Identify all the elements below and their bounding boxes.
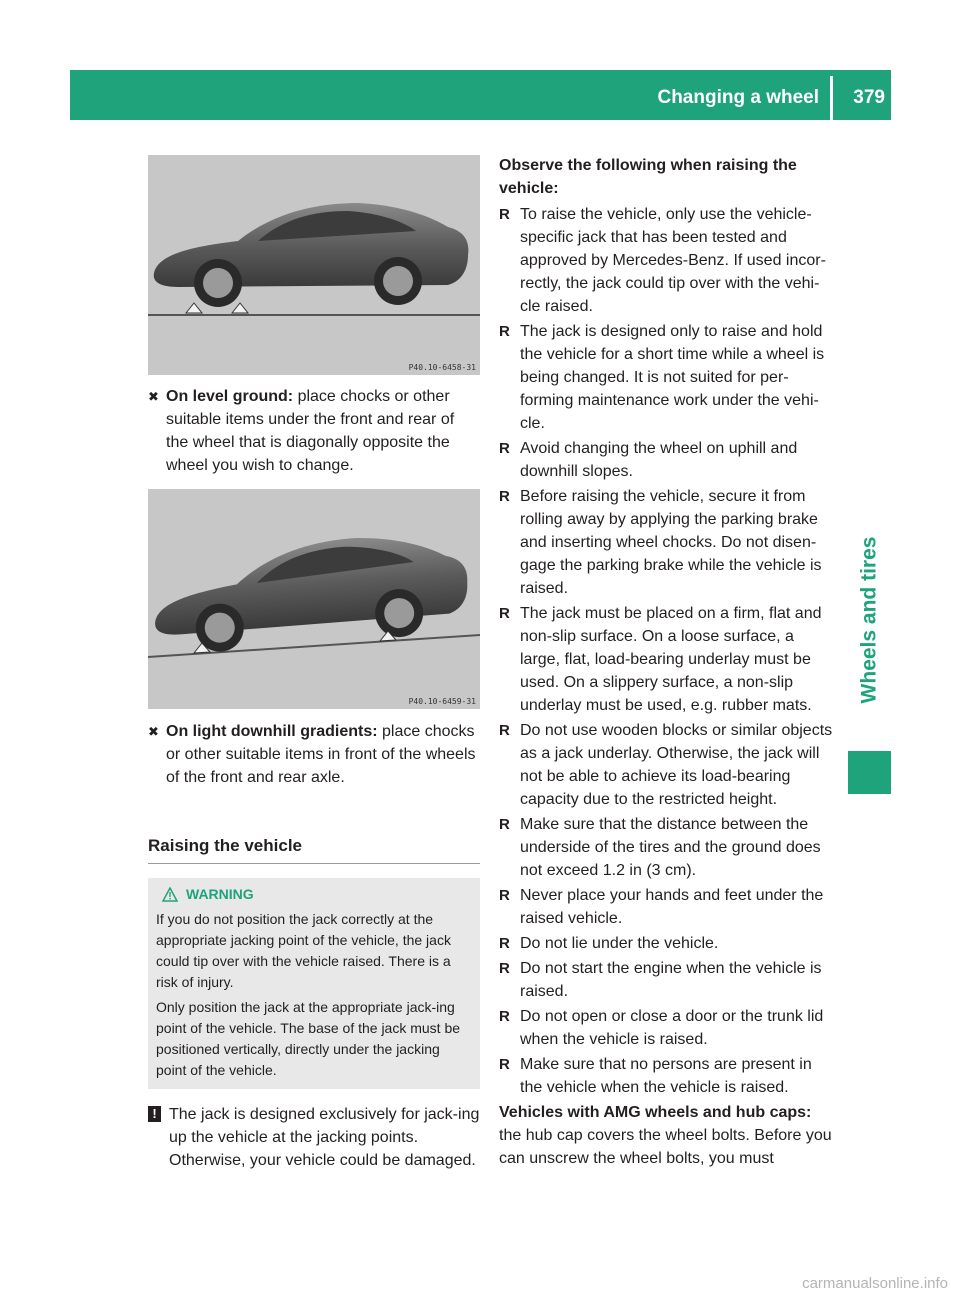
side-tab-label: Wheels and tires xyxy=(857,536,881,704)
amg-paragraph xyxy=(499,1101,835,1170)
list-item xyxy=(499,1005,835,1051)
list-item-text: Make sure that the distance between the underside of the tires and the ground does not exceed 1.2 in (3 cm). xyxy=(520,816,821,879)
note-block xyxy=(148,1103,480,1172)
list-item-text: Make sure that no persons are present in the vehicle when the vehicle is raised. xyxy=(520,1056,812,1096)
header-divider xyxy=(830,76,833,120)
list-item-text: Do not open or close a door or the trunk lid when the vehicle is raised. xyxy=(520,1008,824,1048)
step-text: place chocks or other suitable items under the front and rear of the wheel that is diagonally opposite the wheel you wish to change. xyxy=(166,388,455,474)
list-item xyxy=(499,203,835,318)
bullet-icon: R xyxy=(499,722,510,739)
bullet-icon: R xyxy=(499,323,510,340)
warning-text: If you do not position the jack correctly at the appropriate jacking point of the vehicle, the jack could tip over with the vehicle raised. There is a risk of injury. xyxy=(156,911,451,990)
step-label: On light downhill gradients: xyxy=(166,723,378,740)
list-item-text: Never place your hands and feet under the raised vehicle. xyxy=(520,887,824,927)
bullet-icon: R xyxy=(499,1056,510,1073)
left-column-bottom xyxy=(148,720,480,1172)
bullet-icon: R xyxy=(499,605,510,622)
bullet-icon: R xyxy=(499,206,510,223)
car-downhill-illustration xyxy=(148,489,480,709)
list-item-text: Do not start the engine when the vehicle is raised. xyxy=(520,960,822,1000)
list-item xyxy=(499,485,835,600)
bullet-icon: R xyxy=(499,935,510,952)
figure-code: P40.10-6458-31 xyxy=(408,363,476,372)
step-arrow-icon: ✖ xyxy=(148,389,159,404)
step-arrow-icon: ✖ xyxy=(148,724,159,739)
bullet-icon: R xyxy=(499,887,510,904)
chapter-title: Changing a wheel xyxy=(657,87,819,108)
intro-heading: Observe the following when raising the vehicle: xyxy=(499,157,797,197)
warning-text: Only position the jack at the appropriate jack-ing point of the vehicle. The base of the jack must be positioned vertically, directly under the jacking point of the vehicle. xyxy=(156,999,461,1078)
page-number: 379 xyxy=(853,87,885,108)
bullet-icon: R xyxy=(499,960,510,977)
instruction-step xyxy=(148,720,480,789)
warning-header xyxy=(156,884,472,905)
amg-text: the hub cap covers the wheel bolts. Before you can unscrew the wheel bolts, you must xyxy=(499,1127,832,1167)
instruction-step xyxy=(148,385,480,477)
left-column-top xyxy=(148,385,480,477)
list-item xyxy=(499,932,835,955)
list-item-text: The jack must be placed on a firm, flat and non-slip surface. On a loose surface, a large, flat, load-bearing underlay must be used. On a slippery surface, a non-slip underlay must be used, e.g. rubber mats. xyxy=(520,605,822,714)
list-item xyxy=(499,1053,835,1099)
watermark: carmanualsonline.info xyxy=(802,1275,948,1292)
list-item-text: To raise the vehicle, only use the vehicle-specific jack that has been tested and approved by Mercedes-Benz. If used incor-rectly, the jack could tip over with the vehi-cle raised. xyxy=(520,206,826,315)
car-level-illustration xyxy=(148,155,480,375)
bullet-icon: R xyxy=(499,488,510,505)
figure-downhill xyxy=(148,489,480,709)
bullet-icon: R xyxy=(499,1008,510,1025)
figure-level-ground xyxy=(148,155,480,375)
note-text: The jack is designed exclusively for jack-ing up the vehicle at the jacking points. Otherwise, your vehicle could be damaged. xyxy=(169,1106,480,1169)
warning-triangle-icon xyxy=(162,887,178,902)
precaution-list xyxy=(499,203,835,1099)
step-text: place chocks or other suitable items in front of the wheels of the front and rear axle. xyxy=(166,723,476,786)
list-item-text: Before raising the vehicle, secure it from rolling away by applying the parking brake and inserting wheel chocks. Do not disen-gage the parking brake while the vehicle is raised. xyxy=(520,488,822,597)
list-item xyxy=(499,957,835,1003)
list-item xyxy=(499,813,835,882)
list-item xyxy=(499,719,835,811)
list-item-text: Do not lie under the vehicle. xyxy=(520,935,719,952)
bullet-icon: R xyxy=(499,816,510,833)
page-header xyxy=(70,70,891,120)
exclamation-icon: ! xyxy=(148,1106,161,1122)
right-column xyxy=(499,154,835,1170)
list-item xyxy=(499,320,835,435)
bullet-icon: R xyxy=(499,440,510,457)
section-heading: Raising the vehicle xyxy=(148,834,480,864)
list-item-text: Do not use wooden blocks or similar objects as a jack underlay. Otherwise, the jack will not be able to achieve its load-bearing capacity due to the restricted height. xyxy=(520,722,833,808)
step-label: On level ground: xyxy=(166,388,294,405)
list-item xyxy=(499,884,835,930)
list-item-text: The jack is designed only to raise and hold the vehicle for a short time while a wheel is being changed. It is not suited for per-forming maintenance work under the vehi-cle. xyxy=(520,323,825,432)
list-item xyxy=(499,602,835,717)
list-item xyxy=(499,437,835,483)
list-item-text: Avoid changing the wheel on uphill and downhill slopes. xyxy=(520,440,798,480)
warning-label: WARNING xyxy=(186,886,254,902)
section-side-tab xyxy=(848,520,891,720)
amg-label: Vehicles with AMG wheels and hub caps: xyxy=(499,1104,812,1121)
warning-box xyxy=(148,878,480,1089)
figure-code: P40.10-6459-31 xyxy=(408,697,476,706)
side-tab-marker xyxy=(848,751,891,794)
